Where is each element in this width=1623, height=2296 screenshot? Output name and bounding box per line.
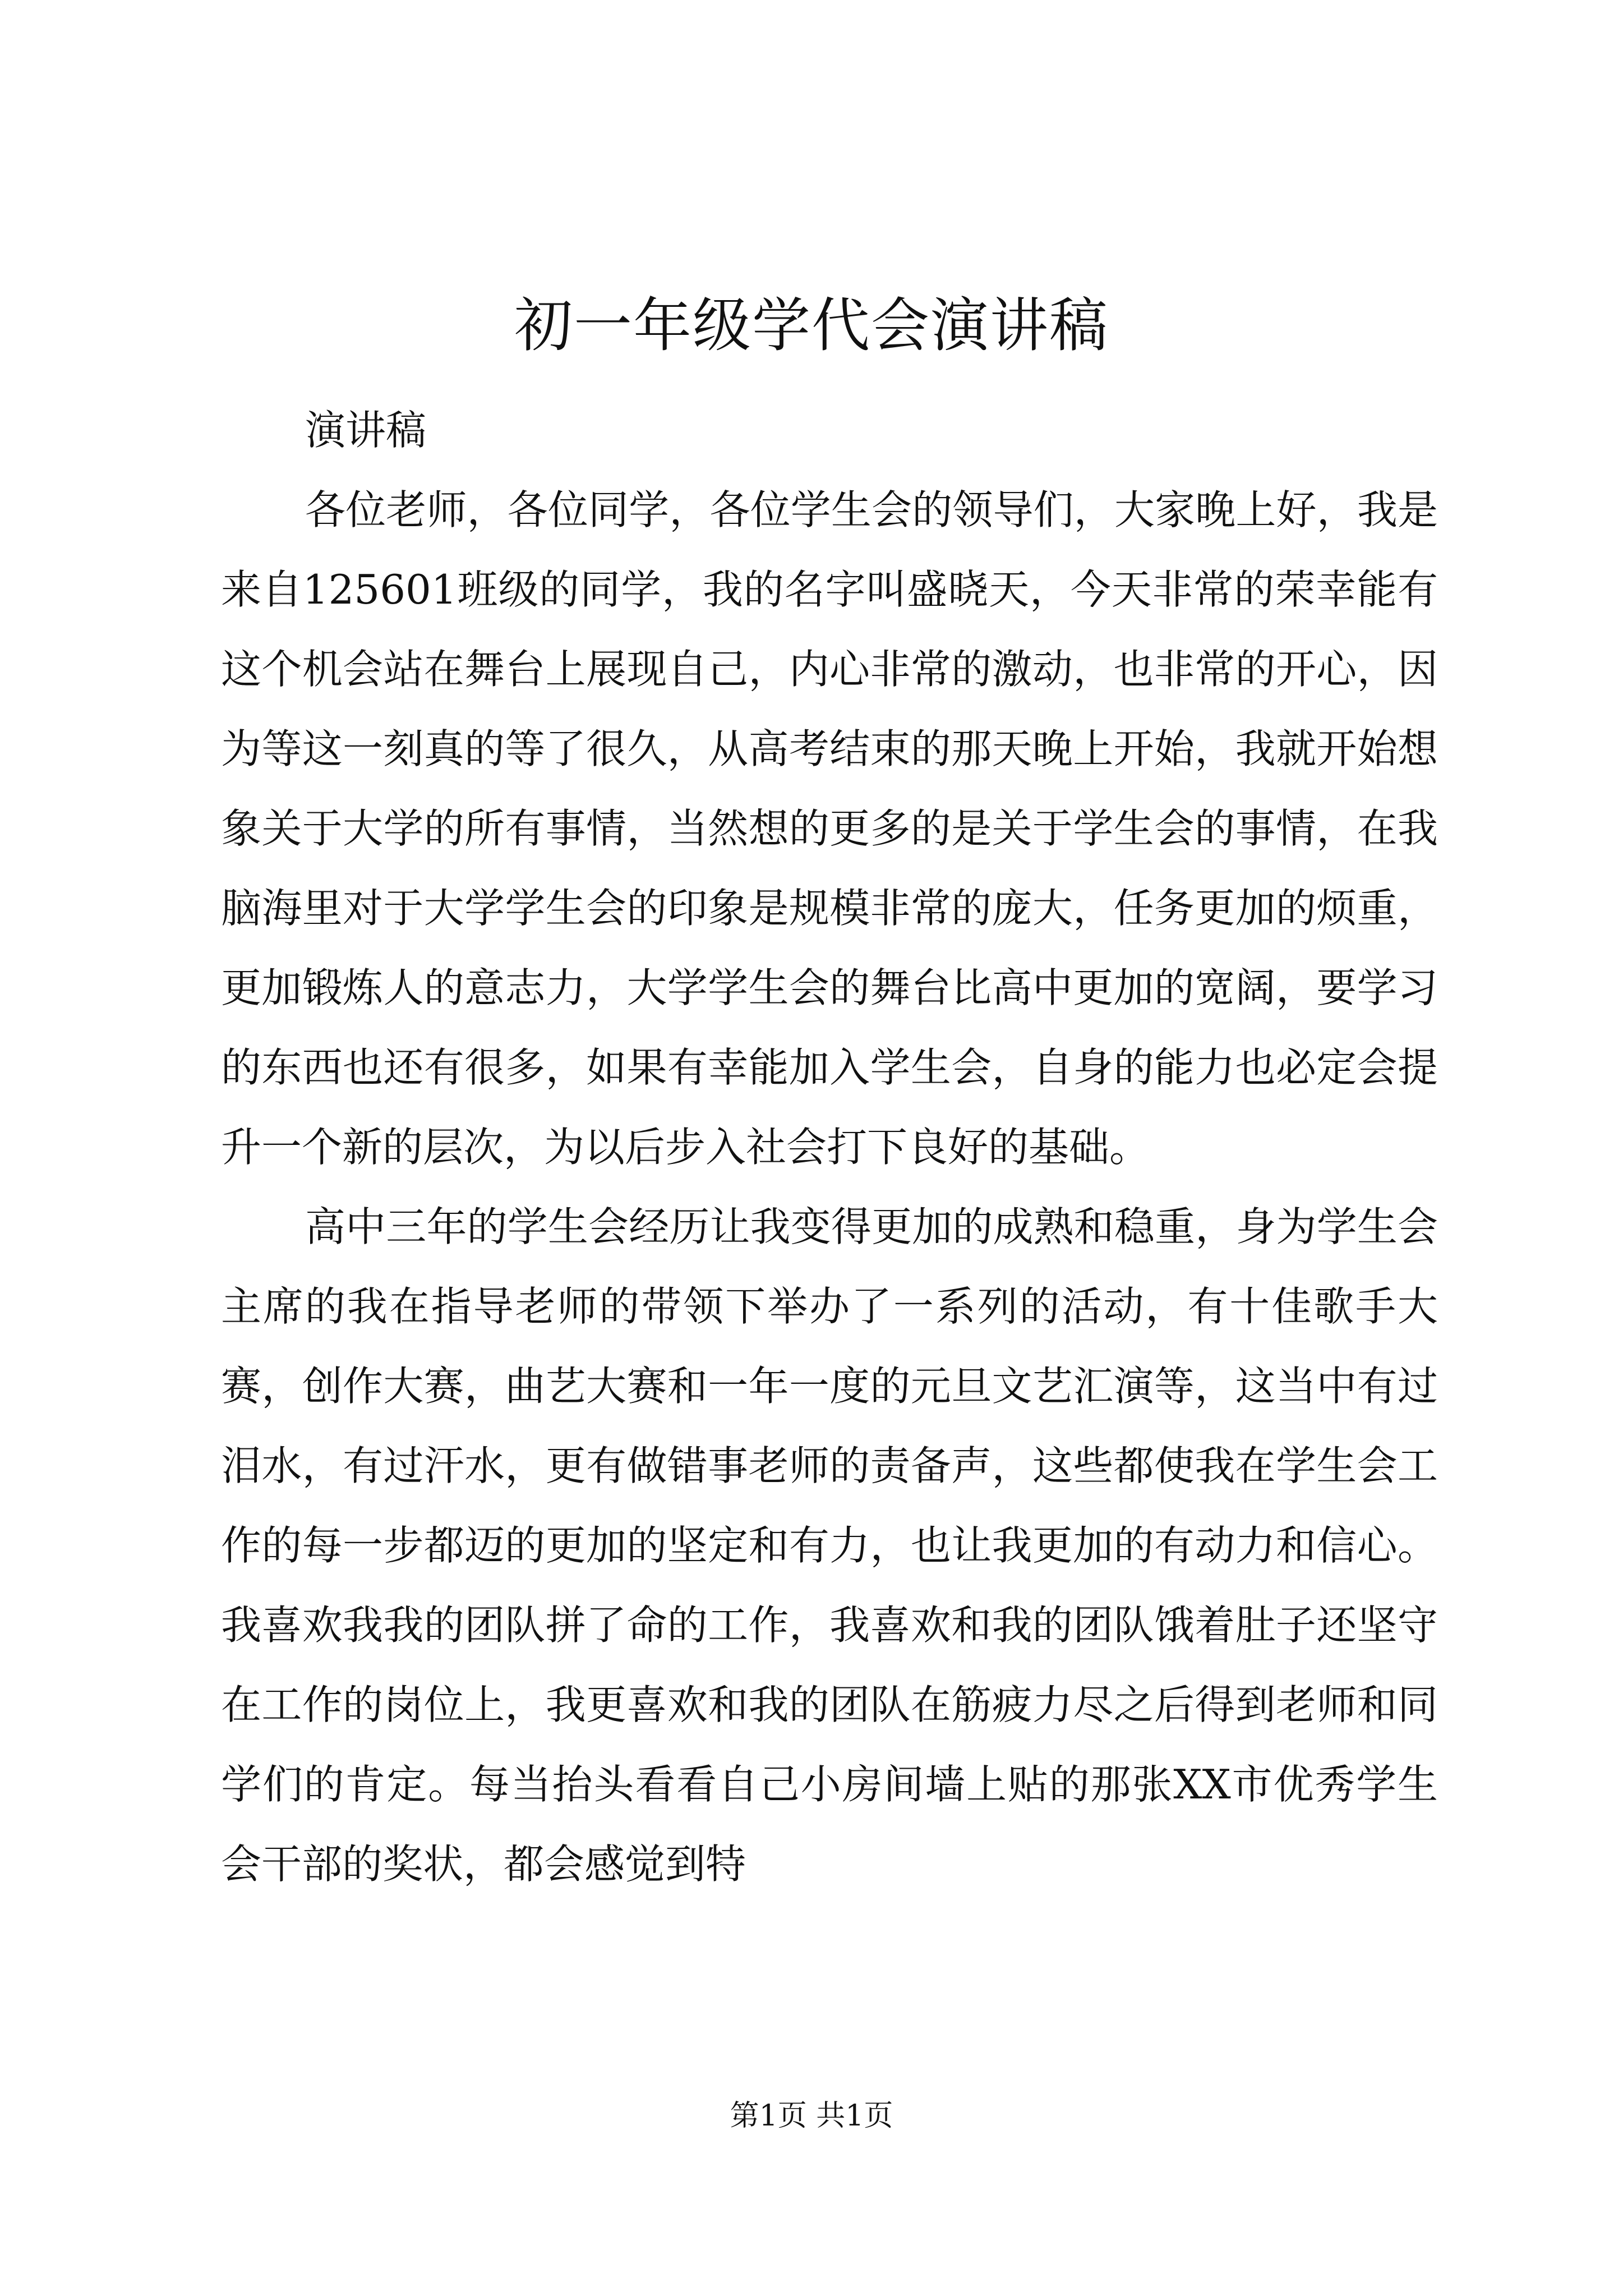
- paragraph-subtitle: 演讲稿: [305, 407, 427, 454]
- paragraph-greeting: 各位老师，各位同学，各位学生会的领导们，大家晚上好，我是来自125601班级的同学，我的名字叫盛晓天，今天非常的荣幸能有这个机会站在舞台上展现自己，内心非常的激动，也非常的开心，因为等这一刻真的等了很久，从高考结束的那天晚上开始，我就开始想象关于大学的所有事情，当然想的更多的是关于学生会的事情，在我脑海里对于大学学生会的印象是规模非常的庞大，任务更加的烦重，更加锻炼人的意志力，大学学生会的舞台比高中更加的宽阔，要学习的东西也还有很多，如果有幸能加入学生会，自身的能力也必定会提升一个新的层次，为以后步入社会打下良好的基础。: [221, 486, 1438, 1171]
- document-title: 初一年级学代会演讲稿: [514, 291, 1109, 360]
- page-number-footer: 第1页 共1页: [730, 2099, 893, 2133]
- document-body: [221, 390, 1438, 1904]
- paragraph-experience: 高中三年的学生会经历让我变得更加的成熟和稳重，身为学生会主席的我在指导老师的带领下举办了一系列的活动，有十佳歌手大赛，创作大赛，曲艺大赛和一年一度的元旦文艺汇演等，这当中有过泪水，有过汗水，更有做错事老师的责备声，这些都使我在学生会工作的每一步都迈的更加的坚定和有力，也让我更加的有动力和信心。我喜欢我我的团队拼了命的工作，我喜欢和我的团队饿着肚子还坚守在工作的岗位上，我更喜欢和我的团队在筋疲力尽之后得到老师和同学们的肯定。每当抬头看看自己小房间墙上贴的那张XX市优秀学生会干部的奖状，都会感觉到特: [221, 1203, 1438, 1888]
